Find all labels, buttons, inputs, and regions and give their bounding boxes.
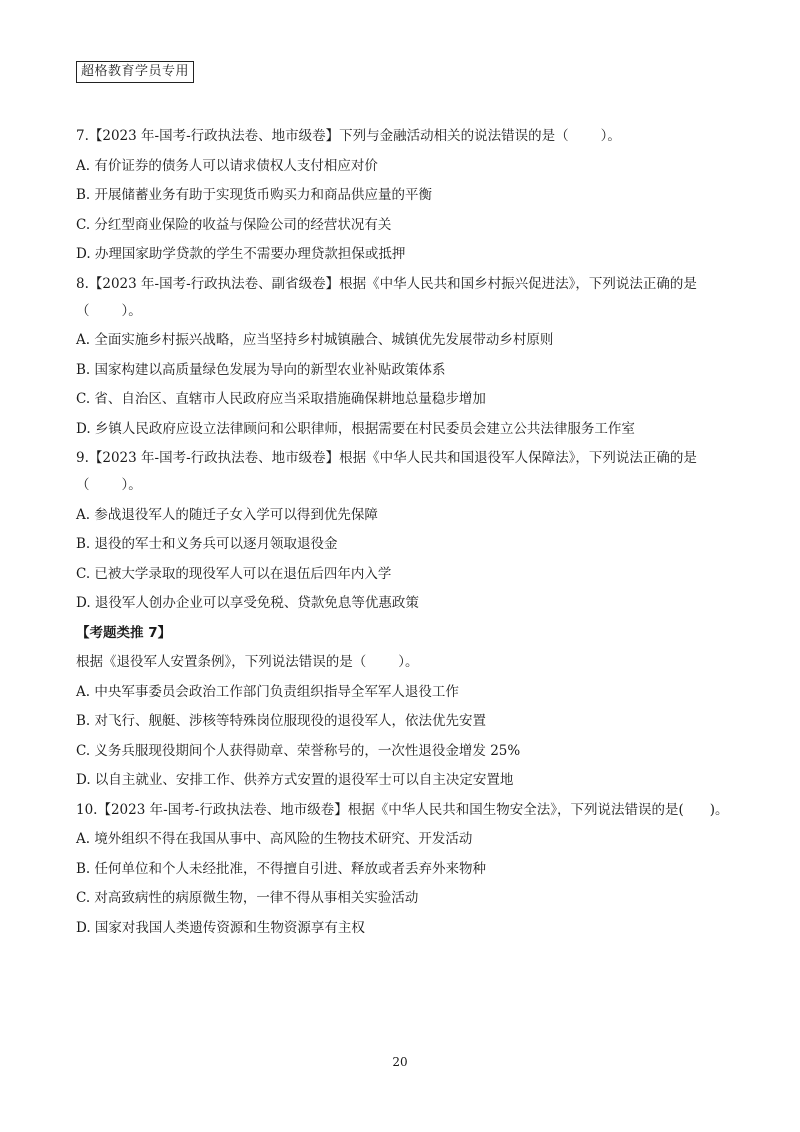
question-stem-end: ）。 xyxy=(600,128,621,144)
question-7-stem xyxy=(76,127,726,145)
option-d: D. 国家对我国人类遗传资源和生物资源享有主权 xyxy=(76,919,365,936)
option-c: C. 对高致病性的病原微生物，一律不得从事相关实验活动 xyxy=(76,890,419,906)
question-stem-end: ）。 xyxy=(398,654,419,670)
question-8-stem-cont xyxy=(76,302,726,320)
option-d: D. 退役军人创办企业可以享受免税、贷款免息等优惠政策 xyxy=(76,595,419,611)
option-a: A. 境外组织不得在我国从事中、高风险的生物技术研究、开发活动 xyxy=(76,831,473,847)
option-a: A. 全面实施乡村振兴战略，应当坚持乡村城镇融合、城镇优先发展带动乡村原则 xyxy=(76,332,554,348)
question-10-stem xyxy=(76,801,729,819)
question-9-stem: 9.【2023 年-国考-行政执法卷、地市级卷】根据《中华人民共和国退役军人保障法》，下列说法正确的是 xyxy=(76,450,697,466)
page-number: 20 xyxy=(392,1055,408,1069)
option-b: B. 开展储蓄业务有助于实现货币购买力和商品供应量的平衡 xyxy=(76,187,433,203)
question-stem-text: 7.【2023 年-国考-行政执法卷、地市级卷】下列与金融活动相关的说法错误的是（ xyxy=(76,128,569,144)
question-stem-end: )。 xyxy=(709,801,729,818)
question-stem-cont: （ xyxy=(76,477,90,493)
option-b: B. 任何单位和个人未经批准，不得擅自引进、释放或者丢弃外来物种 xyxy=(76,860,487,877)
option-a: A. 中央军事委员会政治工作部门负责组织指导全军军人退役工作 xyxy=(76,683,459,700)
question-9-stem-cont xyxy=(76,476,726,494)
option-c: C. 义务兵服现役期间个人获得勋章、荣誉称号的，一次性退役金增发 25% xyxy=(76,742,521,759)
question-stem-text: 根据《退役军人安置条例》，下列说法错误的是（ xyxy=(76,654,367,670)
option-a: A. 参战退役军人的随迁子女入学可以得到优先保障 xyxy=(76,506,378,523)
option-d: D. 乡镇人民政府应设立法律顾问和公职律师，根据需要在村民委员会建立公共法律服务工作室 xyxy=(76,420,635,437)
question-stem-end: ）。 xyxy=(121,477,142,493)
option-d: D. 办理国家助学贷款的学生不需要办理贷款担保或抵押 xyxy=(76,246,406,262)
option-c: C. 分红型商业保险的收益与保险公司的经营状况有关 xyxy=(76,216,392,233)
analogy-section-title: 【考题类推 7】 xyxy=(76,624,172,641)
option-d: D. 以自主就业、安排工作、供养方式安置的退役军士可以自主决定安置地 xyxy=(76,772,514,788)
option-b: B. 退役的军士和义务兵可以逐月领取退役金 xyxy=(76,536,338,552)
option-b: B. 对飞行、舰艇、涉核等特殊岗位服现役的退役军人，依法优先安置 xyxy=(76,713,487,729)
analogy-stem xyxy=(76,653,726,671)
option-a: A. 有价证券的债务人可以请求债权人支付相应对价 xyxy=(76,157,378,174)
question-stem-text: 10.【2023 年-国考-行政执法卷、地市级卷】根据《中华人民共和国生物安全法》，下列说法错误的是( xyxy=(76,801,684,818)
question-stem-end: ）。 xyxy=(121,302,142,319)
option-c: C. 已被大学录取的现役军人可以在退伍后四年内入学 xyxy=(76,565,392,582)
option-b: B. 国家构建以高质量绿色发展为导向的新型农业补贴政策体系 xyxy=(76,361,446,378)
header-tag: 超格教育学员专用 xyxy=(76,61,194,83)
question-stem-cont: （ xyxy=(76,302,90,319)
page-content xyxy=(76,127,729,948)
option-c: C. 省、自治区、直辖市人民政府应当采取措施确保耕地总量稳步增加 xyxy=(76,391,486,407)
question-8-stem: 8.【2023 年-国考-行政执法卷、副省级卷】根据《中华人民共和国乡村振兴促进法》，下列说法正确的是 xyxy=(76,275,697,292)
